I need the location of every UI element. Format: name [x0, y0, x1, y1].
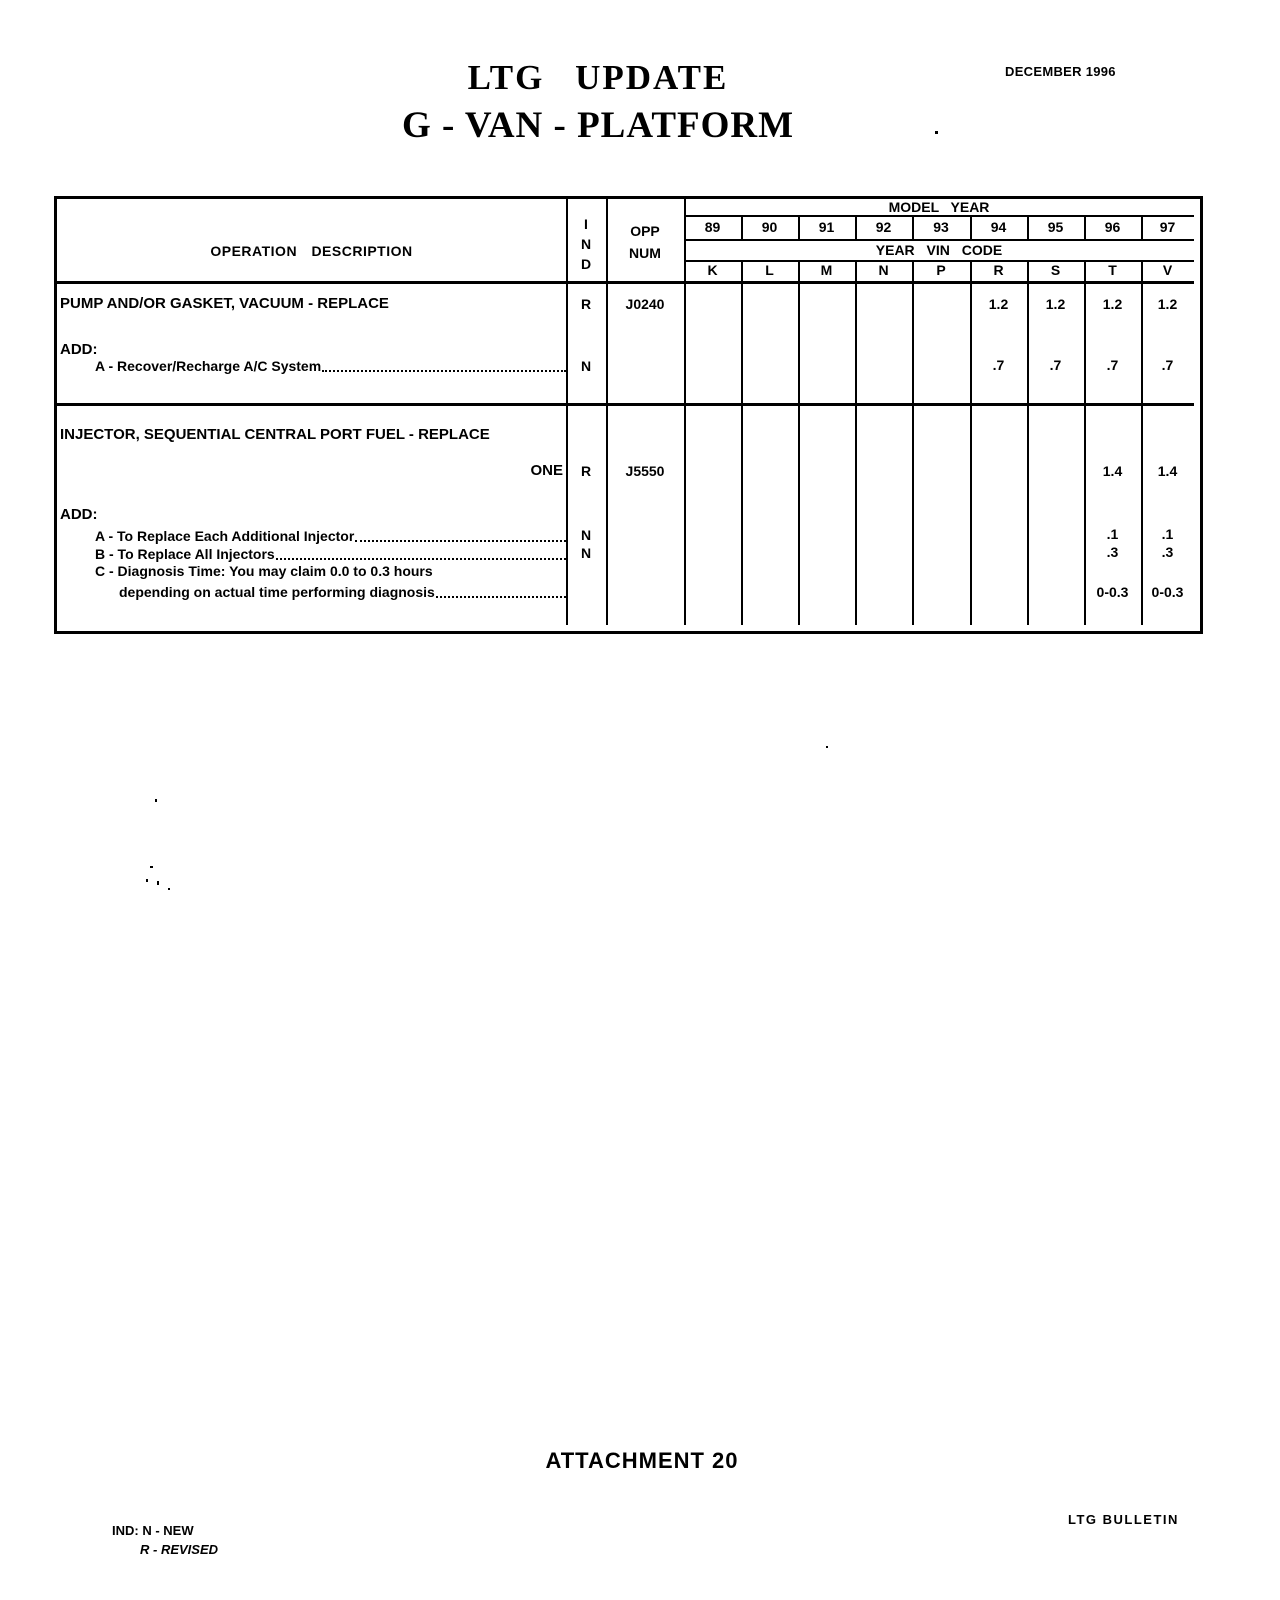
time-value-94: 1.2	[988, 296, 1009, 312]
year-header-95: 95	[1047, 219, 1064, 235]
scan-artifact	[146, 879, 148, 882]
col-header-ind-n: N	[580, 236, 592, 252]
operation-title: PUMP AND/OR GASKET, VACUUM - REPLACE	[60, 295, 389, 312]
vin-code-v: V	[1162, 262, 1173, 278]
grid-line	[1027, 260, 1029, 625]
add-item-label-continued: depending on actual time performing diagnosis	[119, 584, 435, 600]
year-header-90: 90	[761, 219, 778, 235]
time-value-96: 1.4	[1102, 463, 1123, 479]
ind-flag: R	[580, 296, 592, 312]
page-title: LTG UPDATE	[467, 58, 729, 97]
year-header-89: 89	[704, 219, 721, 235]
grid-line	[684, 215, 1194, 217]
time-value-95: 1.2	[1045, 296, 1066, 312]
grid-line	[741, 260, 743, 625]
scan-artifact	[155, 799, 157, 802]
year-header-96: 96	[1104, 219, 1121, 235]
add-item-label: C - Diagnosis Time: You may claim 0.0 to 0.3 hours	[95, 563, 433, 579]
add-item-row	[95, 525, 566, 545]
add-label: ADD:	[60, 341, 98, 358]
footer-ind-legend-revised: R - REVISED	[140, 1542, 219, 1557]
time-value-96: .3	[1106, 544, 1119, 560]
add-label: ADD:	[60, 506, 98, 523]
dotted-leader	[436, 596, 566, 598]
col-header-operation-description: OPERATION DESCRIPTION	[210, 243, 413, 259]
scan-artifact	[168, 888, 170, 890]
vin-code-m: M	[820, 262, 833, 278]
scan-artifact	[150, 866, 153, 868]
opp-num: J5550	[625, 463, 665, 479]
grid-line	[855, 260, 857, 625]
time-value-96: 1.2	[1102, 296, 1123, 312]
time-value-96: .7	[1106, 357, 1119, 373]
col-header-opp: OPP	[630, 223, 660, 239]
time-value-96: .1	[1106, 526, 1119, 542]
vin-code-n: N	[878, 262, 889, 278]
time-value-97: 0-0.3	[1151, 584, 1184, 600]
col-header-model-year: MODEL YEAR	[888, 199, 990, 215]
attachment-label: ATTACHMENT 20	[545, 1448, 739, 1473]
ind-flag: R	[580, 463, 592, 479]
opp-num: J0240	[625, 296, 665, 312]
vin-code-p: P	[936, 262, 946, 278]
year-header-91: 91	[818, 219, 835, 235]
year-header-92: 92	[875, 219, 892, 235]
vin-code-t: T	[1108, 262, 1117, 278]
add-item-row	[95, 543, 566, 563]
grid-line	[798, 260, 800, 625]
vin-code-s: S	[1050, 262, 1061, 278]
footer-ind-legend-new: IND: N - NEW	[112, 1523, 194, 1538]
col-header-ind-i: I	[584, 216, 588, 232]
operation-qualifier: ONE	[530, 462, 563, 479]
dotted-leader	[322, 370, 566, 372]
labor-time-table	[54, 196, 1203, 634]
time-value-97: .1	[1161, 526, 1174, 542]
time-value-95: .7	[1049, 357, 1062, 373]
vin-code-k: K	[707, 262, 718, 278]
ind-flag: N	[580, 358, 592, 374]
add-item-row	[95, 355, 566, 375]
add-item-label: A - To Replace Each Additional Injector	[95, 528, 355, 544]
year-header-97: 97	[1159, 219, 1176, 235]
time-value-94: .7	[992, 357, 1005, 373]
grid-line	[57, 281, 1194, 284]
col-header-num: NUM	[629, 245, 661, 261]
add-item-label: A - Recover/Recharge A/C System	[95, 358, 322, 374]
col-header-year-vin-code: YEAR VIN CODE	[875, 242, 1003, 258]
ind-flag: N	[580, 527, 592, 543]
col-header-ind-d: D	[580, 256, 592, 272]
add-item-label: B - To Replace All Injectors	[95, 546, 275, 562]
time-value-97: 1.2	[1157, 296, 1178, 312]
year-header-94: 94	[990, 219, 1007, 235]
grid-line	[970, 260, 972, 625]
page-subtitle: G - VAN - PLATFORM	[401, 105, 795, 146]
time-value-97: .7	[1161, 357, 1174, 373]
time-value-96: 0-0.3	[1096, 584, 1129, 600]
date-label: DECEMBER 1996	[1005, 64, 1116, 79]
grid-line	[684, 239, 1194, 241]
add-item-row	[119, 581, 566, 601]
year-header-93: 93	[933, 219, 949, 235]
time-value-97: 1.4	[1157, 463, 1178, 479]
scan-artifact	[826, 746, 828, 748]
operation-title: INJECTOR, SEQUENTIAL CENTRAL PORT FUEL - REPLACE	[60, 426, 490, 443]
time-value-97: .3	[1161, 544, 1174, 560]
scan-artifact	[157, 881, 159, 885]
dotted-leader	[276, 558, 566, 560]
dotted-leader	[355, 540, 566, 542]
grid-line	[606, 199, 608, 625]
vin-code-l: L	[765, 262, 774, 278]
scan-artifact	[935, 131, 938, 134]
grid-line	[57, 403, 1194, 406]
grid-line	[912, 260, 914, 625]
ind-flag: N	[580, 545, 592, 561]
grid-line	[1141, 260, 1143, 625]
vin-code-r: R	[993, 262, 1004, 278]
grid-line	[1084, 260, 1086, 625]
footer-bulletin-label: LTG BULLETIN	[1068, 1512, 1179, 1527]
